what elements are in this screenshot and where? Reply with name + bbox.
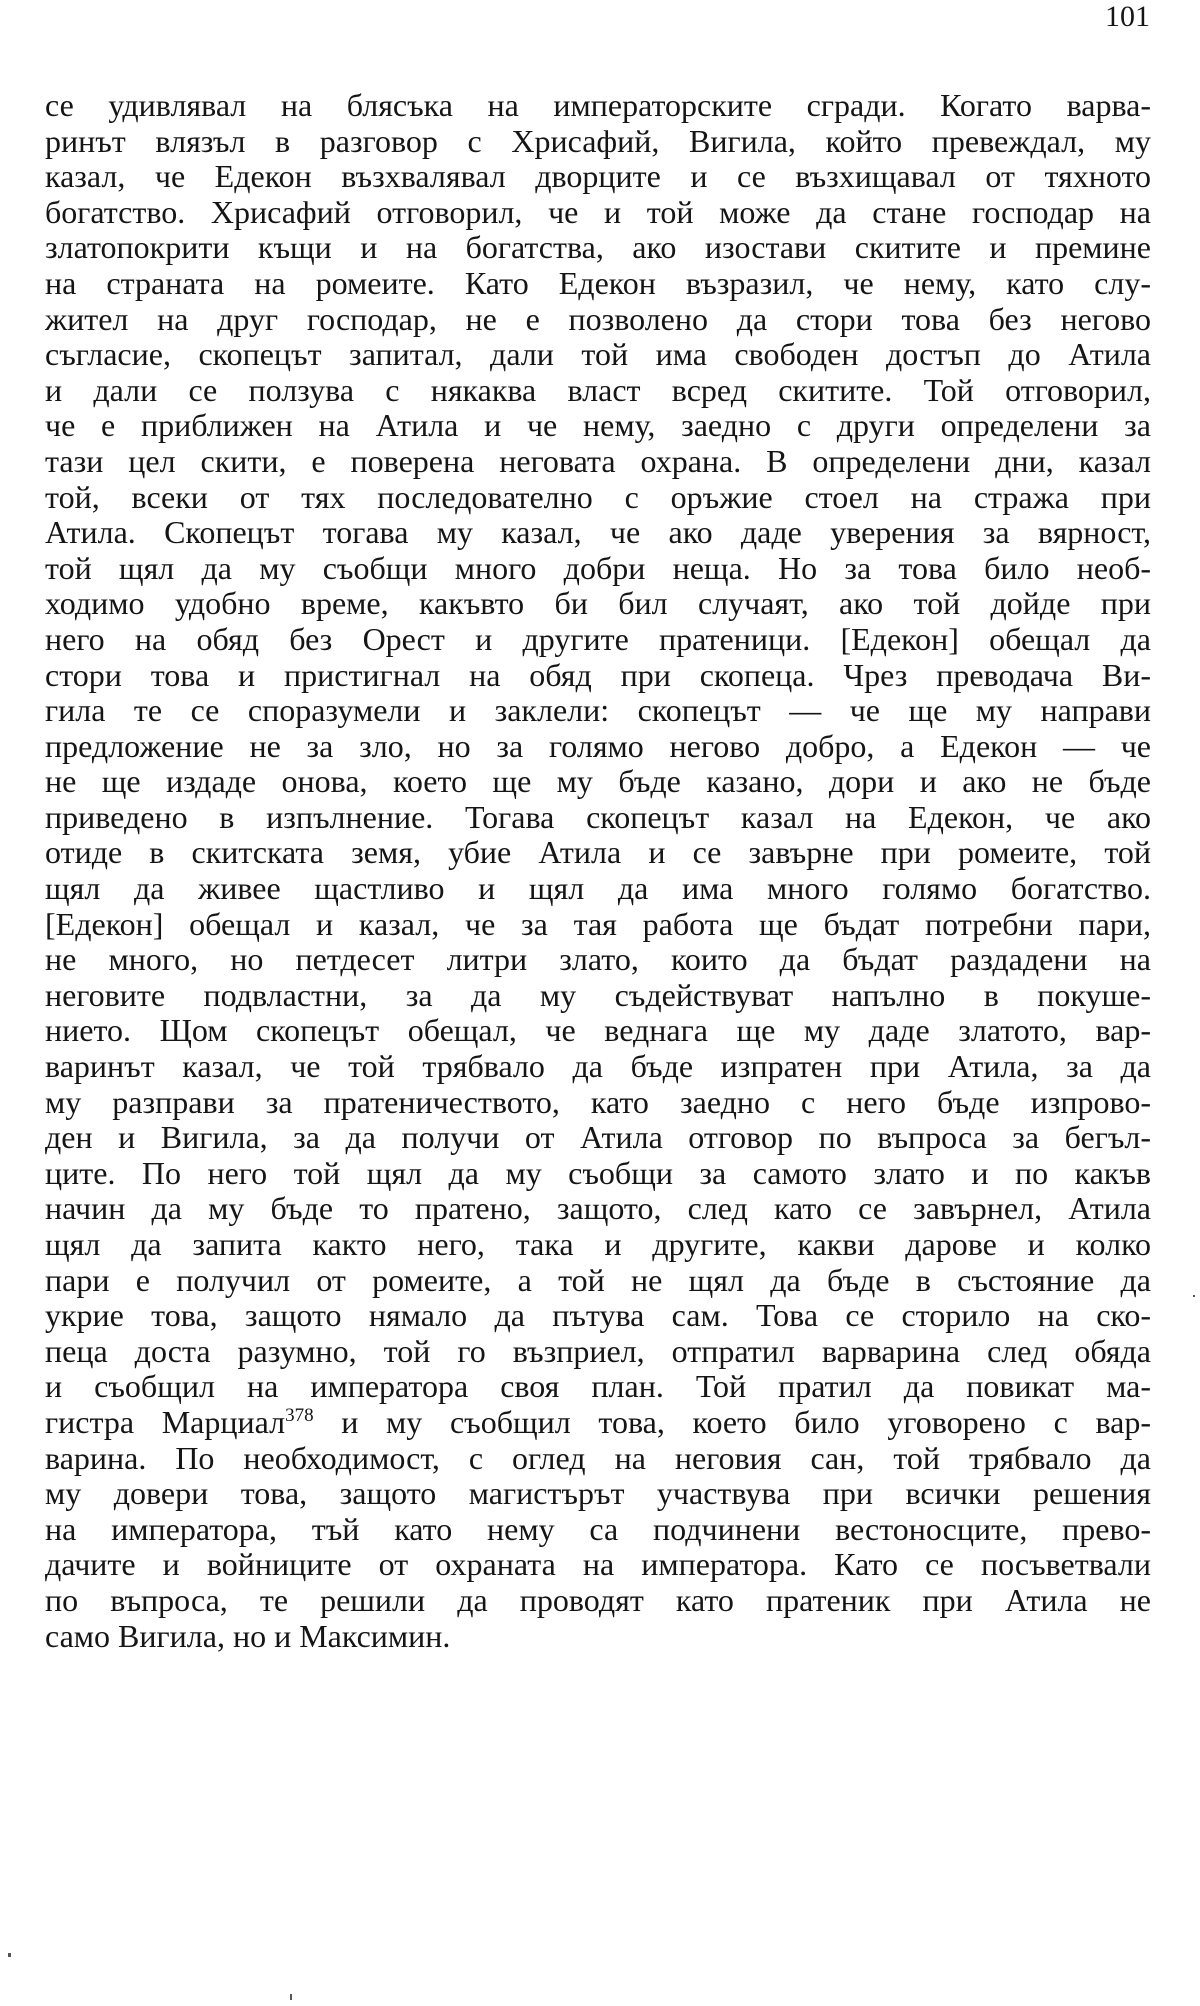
text-line-content: варинът казал, че той трябвало да бъде изпратен при Атила, за да xyxy=(45,1048,1151,1085)
text-line-content: тази цел скити, е поверена неговата охрана. В определени дни, казал xyxy=(45,442,1151,479)
text-line xyxy=(45,1441,1151,1477)
text-line xyxy=(45,1120,1151,1156)
text-line-content: само Вигила, но и Максимин. xyxy=(45,1617,451,1654)
text-line-content: съгласие, скопецът запитал, дали той има свободен достъп до Атила xyxy=(45,336,1151,373)
text-line xyxy=(45,658,1151,694)
text-line-content: ците. По него той щял да му съобщи за самото злато и по какъв xyxy=(45,1154,1151,1191)
text-line xyxy=(45,1583,1151,1619)
text-line-content: богатство. Хрисафий отговорил, че и той може да стане господар на xyxy=(45,193,1151,230)
text-line xyxy=(45,942,1151,978)
text-line-content: не ще издаде онова, което ще му бъде казано, дори и ако не бъде xyxy=(45,763,1151,800)
text-line xyxy=(45,1191,1151,1227)
page-number: 101 xyxy=(1105,0,1150,33)
scan-speck xyxy=(290,1994,292,2000)
text-line xyxy=(45,871,1151,907)
text-line xyxy=(45,835,1151,871)
text-line xyxy=(45,302,1151,338)
text-line-content: той, всеки от тях последователно с оръжие стоел на стража при xyxy=(45,478,1151,515)
text-line-content: на императора, тъй като нему са подчинени вестоносците, прево- xyxy=(45,1510,1151,1547)
text-line-content: отиде в скитската земя, убие Атила и се завърне при ромеите, той xyxy=(45,834,1151,871)
text-line-content: ринът влязъл в разговор с Хрисафий, Вигила, който превеждал, му xyxy=(45,122,1151,159)
text-line xyxy=(45,1298,1151,1334)
text-line xyxy=(45,230,1151,266)
text-line xyxy=(45,800,1151,836)
text-line-content: укрие това, защото нямало да пътува сам. Това се сторило на ско- xyxy=(45,1297,1151,1334)
text-line xyxy=(45,551,1151,587)
text-line-content: златопокрити къщи и на богатства, ако изостави скитите и премине xyxy=(45,229,1151,266)
text-line xyxy=(45,337,1151,373)
text-line xyxy=(45,408,1151,444)
text-line xyxy=(45,480,1151,516)
text-line-content: казал, че Едекон възхвалявал дворците и се възхищавал от тяхното xyxy=(45,158,1151,195)
text-line-content: гила те се споразумели и заклели: скопецът — че ще му направи xyxy=(45,692,1151,729)
text-line xyxy=(45,1619,1151,1655)
text-line-content: ходимо удобно време, какъвто би бил случаят, ако той дойде при xyxy=(45,585,1151,622)
text-line xyxy=(45,586,1151,622)
text-line xyxy=(45,1085,1151,1121)
text-line xyxy=(45,622,1151,658)
text-line xyxy=(45,1547,1151,1583)
text-line xyxy=(45,729,1151,765)
text-line-content: по въпроса, те решили да проводят като пратеник при Атила не xyxy=(45,1581,1151,1618)
text-line-content: нието. Щом скопецът обещал, че веднага ще му даде златото, вар- xyxy=(45,1012,1151,1049)
text-line xyxy=(45,1156,1151,1192)
text-line xyxy=(45,1369,1151,1405)
text-line-content: [Едекон] обещал и казал, че за тая работа ще бъдат потребни пари, xyxy=(45,905,1151,942)
text-line-content: Атила. Скопецът тогава му казал, че ако даде уверения за вярност, xyxy=(45,514,1151,551)
text-line xyxy=(45,764,1151,800)
text-line xyxy=(45,978,1151,1014)
text-line xyxy=(45,1405,1151,1441)
text-line-content: гистра Марциал xyxy=(45,1403,286,1440)
text-line-content: неговите подвластни, за да му съдействуват напълно в покуше- xyxy=(45,976,1151,1013)
text-line-content: му довери това, защото магистърът участвува при всички решения xyxy=(45,1475,1151,1512)
text-line-content: приведено в изпълнение. Тогава скопецът казал на Едекон, че ако xyxy=(45,798,1151,835)
text-line xyxy=(45,373,1151,409)
text-line xyxy=(45,159,1151,195)
text-line-content: и дали се ползува с някаква власт всред скитите. Той отговорил, xyxy=(45,371,1151,408)
text-line-content: пари е получил от ромеите, а той не щял да бъде в състояние да xyxy=(45,1261,1151,1298)
text-line xyxy=(45,266,1151,302)
text-line-content: предложение не за зло, но за голямо негово добро, а Едекон — че xyxy=(45,727,1151,764)
text-line-content: и съобщил на императора своя план. Той пратил да повикат ма- xyxy=(45,1368,1151,1405)
text-line xyxy=(45,1263,1151,1299)
text-line-content: щял да запита както него, така и другите, какви дарове и колко xyxy=(45,1226,1151,1262)
text-line xyxy=(45,693,1151,729)
text-line-content: щял да живее щастливо и щял да има много голямо богатство. xyxy=(45,870,1151,907)
text-line-content: пеца доста разумно, той го възприел, отпратил варварина след обяда xyxy=(45,1332,1151,1369)
body-text xyxy=(45,88,1151,1654)
text-line xyxy=(45,1049,1151,1085)
text-line xyxy=(45,515,1151,551)
text-line-content: варина. По необходимост, с оглед на неговия сан, той трябвало да xyxy=(45,1439,1151,1476)
text-line xyxy=(45,88,1151,124)
text-line-content: му разправи за пратеничеството, като заедно с него бъде изпрово- xyxy=(45,1083,1151,1120)
text-line xyxy=(45,444,1151,480)
scan-speck xyxy=(8,1953,11,1957)
text-line-content: жител на друг господар, не е позволено да стори това без негово xyxy=(45,300,1151,337)
text-line-content: дачите и войниците от охраната на императора. Като се посъветвали xyxy=(45,1546,1151,1583)
text-line xyxy=(45,1013,1151,1049)
text-line-content: не много, но петдесет литри злато, които да бъдат раздадени на xyxy=(45,941,1151,978)
text-line-content: че е приближен на Атила и че нему, заедно с други определени за xyxy=(45,407,1151,444)
text-line xyxy=(45,1512,1151,1548)
text-line-content: на страната на ромеите. Като Едекон възразил, че нему, като слу- xyxy=(45,264,1151,301)
scan-speck xyxy=(1193,1295,1195,1297)
text-line xyxy=(45,124,1151,160)
text-line-content: стори това и пристигнал на обяд при скопеца. Чрез преводача Ви- xyxy=(45,656,1151,693)
text-line xyxy=(45,907,1151,943)
text-line-content: начин да му бъде то пратено, защото, след като се завърнел, Атила xyxy=(45,1190,1151,1227)
text-line-content: се удивлявал на блясъка на императорските сгради. Когато варва- xyxy=(45,87,1151,123)
text-line xyxy=(45,1334,1151,1370)
text-line-content: и му съобщил това, което било уговорено с вар- xyxy=(313,1403,1152,1440)
text-line xyxy=(45,195,1151,231)
text-line-content: ден и Вигила, за да получи от Атила отговор по въпроса за бегъл- xyxy=(45,1119,1151,1156)
footnote-reference: 378 xyxy=(285,1404,314,1426)
text-line-content: него на обяд без Орест и другите пратеници. [Едекон] обещал да xyxy=(45,620,1151,657)
text-line xyxy=(45,1227,1151,1263)
text-line-content: той щял да му съобщи много добри неща. Но за това било необ- xyxy=(45,549,1151,586)
text-line xyxy=(45,1476,1151,1512)
